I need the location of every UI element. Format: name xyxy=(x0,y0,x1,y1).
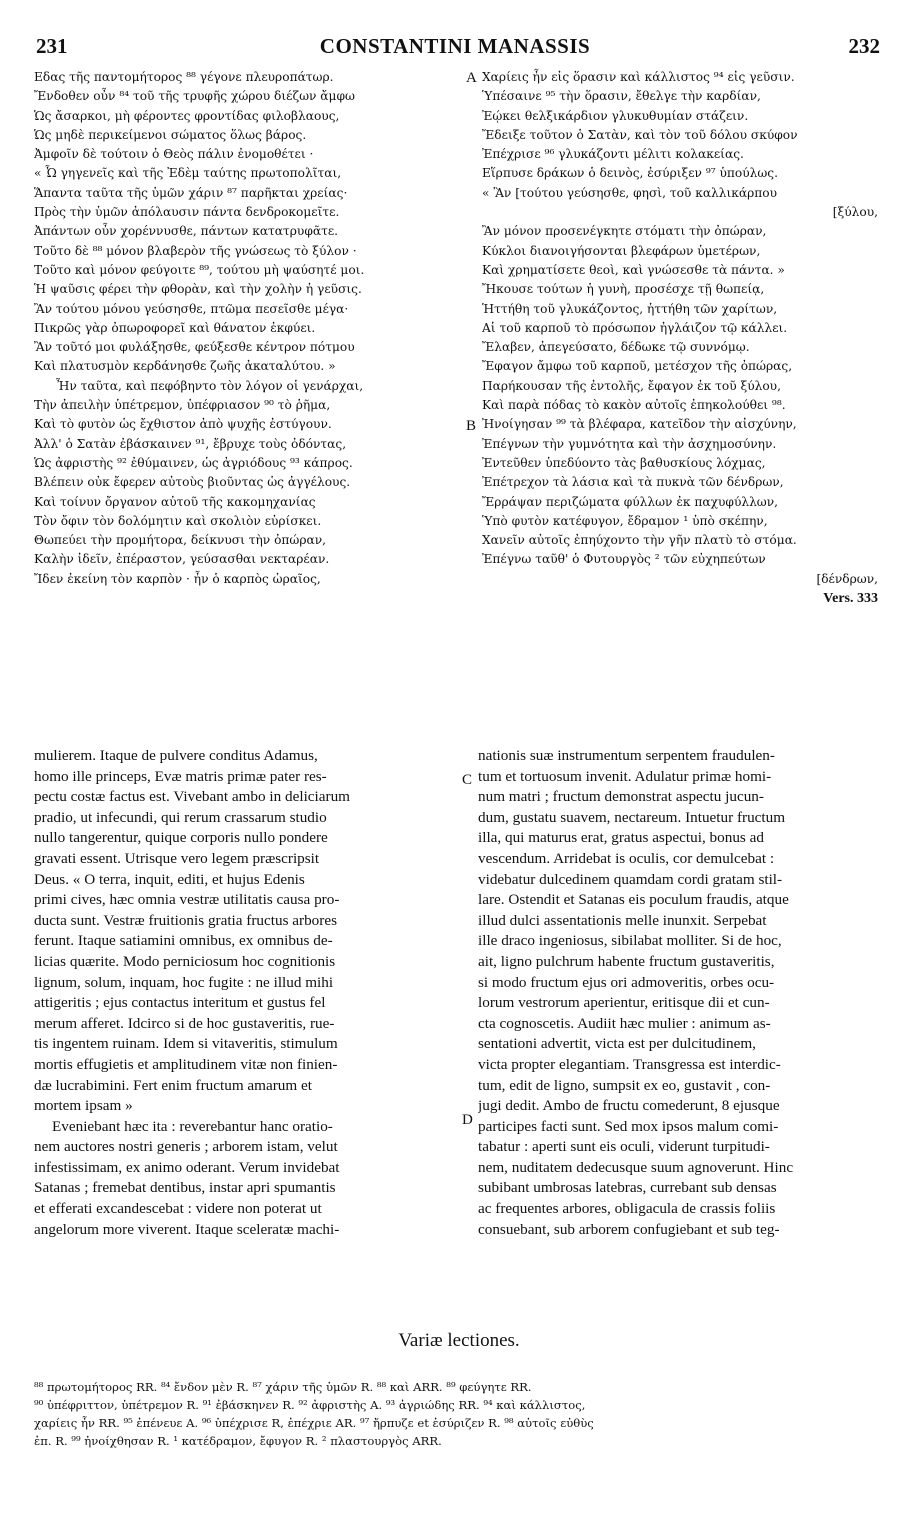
margin-marker-d: D xyxy=(462,1112,473,1128)
latin-text-line: sentationi advertit, victa est per dulcitudinem, xyxy=(478,1035,756,1053)
latin-text-line: victa propter elegantiam. Transgressa est interdic- xyxy=(478,1055,781,1073)
latin-text-line: ait, ligno pulchrum habente fructum gustaveritis, xyxy=(478,952,775,970)
greek-verse-line: Ἔνδοθεν οὖν ⁸⁴ τοῦ τῆς τρυφῆς χώρου διέζων ἄμφω xyxy=(34,89,355,104)
greek-verse-line: Ἠνοίγησαν ⁹⁹ τὰ βλέφαρα, κατεῖδον τὴν αἰσχύνην, xyxy=(482,417,797,432)
latin-text-line: angelorum more viverent. Itaque sceleratæ machi- xyxy=(34,1220,340,1238)
greek-text-right-column xyxy=(482,68,884,608)
latin-text-line: dæ lucrabimini. Fert enim fructum amarum et xyxy=(34,1076,312,1094)
latin-text-line: nem, nuditatem dedecusque suum agnoverunt. Hinc xyxy=(478,1158,794,1176)
greek-verse-line: Χαρίεις ἦν εἰς ὅρασιν καὶ κάλλιστος ⁹⁴ εἰς γεῦσιν. xyxy=(482,70,795,84)
greek-verse-line: « Ἂν [τούτου γεύσησθε, φησὶ, τοῦ καλλικάρπου xyxy=(482,185,778,200)
greek-verse-line: Βλέπειν οὐκ ἔφερεν αὐτοὺς βιοῦντας ὡς ἀγγέλους. xyxy=(34,475,351,490)
greek-verse-line: Ἐντεῦθεν ὑπεδύοντο τὰς βαθυσκίους λόχμας, xyxy=(482,455,766,470)
latin-text-line: merum afferet. Idcirco si de hoc gustaveritis, rue- xyxy=(34,1014,335,1032)
greek-verse-line: « Ὦ γηγενεῖς καὶ τῆς Ἐδὲμ ταύτης πρωτοπολῖται, xyxy=(34,166,342,181)
latin-text-line: Eveniebant hæc ita : reverebantur hanc oratio- xyxy=(52,1117,333,1135)
latin-text-line: illa, qui maturus erat, gratus aspectui, bonus ad xyxy=(478,829,764,847)
greek-text-left-column xyxy=(34,68,464,589)
page-number-left: 231 xyxy=(36,34,68,58)
greek-verse-line: Εἵρπυσε δράκων ὁ δεινὸς, ἐσύριξεν ⁹⁷ ὑπούλως. xyxy=(482,166,778,181)
greek-verse-line: Καὶ πλατυσμὸν κερδάνησθε ζωῆς ἀκαταλύτου. » xyxy=(34,359,336,374)
latin-text-line: subibant umbrosas latebras, currebant sub densas xyxy=(478,1179,777,1197)
greek-verse-line: [ξύλου, xyxy=(832,205,878,220)
greek-verse-line: Αἱ τοῦ καρποῦ τὸ πρόσωπον ἠγλάιζον τῷ κάλλει. xyxy=(482,320,788,335)
greek-verse-line: Ἀμφοῖν δὲ τούτοιν ὁ Θεὸς πάλιν ἐνομοθέτει · xyxy=(34,147,314,162)
latin-text-line: Satanas ; fremebat dentibus, instar apri spumantis xyxy=(34,1179,336,1197)
latin-text-line: licias quærite. Modo perniciosum hoc cognitionis xyxy=(34,952,336,970)
greek-verse-line: Ὡς ἀφριστὴς ⁹² ἐθύμαινεν, ὡς ἀγριόδους ⁹³ κάπρος. xyxy=(34,455,353,470)
latin-text-line: mulierem. Itaque de pulvere conditus Adamus, xyxy=(34,747,318,764)
latin-text-line: tum et tortuosum invenit. Adulatur primæ homi- xyxy=(478,767,772,785)
greek-verse-line: Πικρῶς γὰρ ὀπωροφορεῖ καὶ θάνατον ἐκφύει. xyxy=(34,320,316,335)
page-number-right: 232 xyxy=(848,34,880,58)
greek-verse-line: Τὴν ἀπειλὴν ὑπέτρεμον, ὑπέφριασον ⁹⁰ τὸ ῥῆμα, xyxy=(34,398,331,413)
latin-text-line: primi cives, hæc omnia vestræ utilitatis causa pro- xyxy=(34,891,340,909)
latin-text-line: nem auctores nostri generis ; arborem istam, velut xyxy=(34,1138,338,1156)
greek-verse-line: Ἂν τοῦτό μοι φυλάξησθε, φεύξεσθε κέντρον πότμου xyxy=(34,340,355,355)
verse-number-label: Vers. 333 xyxy=(823,591,878,607)
greek-verse-line: Καὶ τοίνυν ὄργανον αὐτοῦ τῆς κακομηχανίας xyxy=(34,494,316,509)
greek-verse-line: Ἐπέγνω ταῦθ' ὁ Φυτουργὸς ² τῶν εὐχηπεύτων xyxy=(482,552,766,567)
greek-verse-line: Ἐπέτρεχον τὰ λάσια καὶ τὰ πυκνὰ τῶν δένδρων, xyxy=(482,475,784,490)
latin-text-line: nullo tangerentur, quique corporis nullo pondere xyxy=(34,829,328,847)
variant-note-line: ἐπ. R. ⁹⁹ ἠνοίχθησαν R. ¹ κατέδραμον, ἔφυγον R. ² πλαστουργὸς ARR. xyxy=(34,1434,442,1448)
latin-text-line: videbatur dulcedinem quamdam cordi gratam stil- xyxy=(478,870,783,888)
greek-verse-line: Ἡ ψαῦσις φέρει τὴν φθορὰν, καὶ τὴν χολὴν ἡ γεῦσις. xyxy=(34,282,362,297)
latin-text-line: cta cognoscetis. Audiit hæc mulier : animum as- xyxy=(478,1014,771,1032)
greek-verse-line: Τοῦτο δὲ ⁸⁸ μόνον βλαβερὸν τῆς γνώσεως τὸ ξύλον · xyxy=(34,243,357,258)
latin-text-line: tis ingentem ruinam. Idem si vitaveritis, stimulum xyxy=(34,1035,338,1053)
greek-verse-line: Ἦν ταῦτα, καὶ πεφόβηντο τὸν λόγον οἱ γενάρχαι, xyxy=(56,378,364,393)
greek-verse-line: Ἔφαγον ἄμφω τοῦ καρποῦ, μετέσχον τῆς ὀπώρας, xyxy=(482,359,793,374)
greek-verse-line: Ἐῴκει θελξικάρδιον γλυκυθυμίαν στάζειν. xyxy=(482,108,749,123)
latin-text-line: participes facti sunt. Sed mox ipsos malum comi- xyxy=(478,1117,779,1135)
latin-text-line: ferunt. Itaque satiamini omnibus, ex omnibus de- xyxy=(34,932,333,950)
greek-verse-line: Χανεῖν αὐτοῖς ἐπηύχοντο τὴν γῆν πλατὺ τὸ στόμα. xyxy=(482,533,797,548)
latin-text-line: gravati essent. Utrisque vero legem præscripsit xyxy=(34,849,320,867)
latin-text-line: pectu costæ factus est. Vivebant ambo in deliciarum xyxy=(34,788,350,806)
latin-text-line: vescendum. Arridebat is oculis, cor demulcebat : xyxy=(478,849,775,867)
greek-verse-line: Πρὸς τὴν ὑμῶν ἀπόλαυσιν πάντα δενδροκομεῖτε. xyxy=(34,205,340,220)
latin-text-line: nationis suæ instrumentum serpentem fraudulen- xyxy=(478,747,775,764)
variant-note-line: χαρίεις ἦν RR. ⁹⁵ ἐπένευε A. ⁹⁶ ὑπέχρισε R, ἐπέχριε AR. ⁹⁷ ἤρπυζε et ἐσύριζεν R. ⁹⁸ αὐτοῖς εὐθὺς xyxy=(34,1416,594,1430)
latin-text-line: lorum vestrorum aperientur, eritisque dii et cun- xyxy=(478,994,770,1012)
latin-text-line: lignum, solum, inquam, hoc fugite : ne illud mihi xyxy=(34,973,334,991)
greek-verse-line: Εδας τῆς παντομήτορος ⁸⁸ γέγονε πλευροπάτωρ. xyxy=(34,70,334,84)
page-header xyxy=(30,34,880,68)
margin-marker-c: C xyxy=(462,772,473,788)
latin-text-line: consuebant, sub arborem confugiebant et sub teg- xyxy=(478,1220,780,1238)
variant-note-line: ⁸⁸ πρωτομήτορος RR. ⁸⁴ ἔνδον μὲν R. ⁸⁷ χάριν τῆς ὑμῶν R. ⁸⁸ καὶ ARR. ⁸⁹ φεύγητε RR. xyxy=(34,1380,532,1394)
greek-verse-line: Κύκλοι διανοιγήσονται βλεφάρων ὑμετέρων, xyxy=(482,243,761,258)
latin-text-line: mortem ipsam » xyxy=(34,1097,133,1115)
greek-verse-line: Ἂν τούτου μόνου γεύσησθε, πτῶμα πεσεῖσθε μέγα· xyxy=(34,301,349,316)
greek-verse-line: Ἀπάντων οὖν χορέννυσθε, πάντων κατατρυφᾶτε. xyxy=(34,224,339,239)
latin-text-line: ducta sunt. Vestræ fruitionis gratia fructus arbores xyxy=(34,911,337,929)
latin-text-line: dum, gustatu suavem, nectareum. Intuetur fructum xyxy=(478,808,786,826)
latin-text-line: ac frequentes arbores, obligacula de crassis foliis xyxy=(478,1200,776,1218)
greek-verse-line: Ἀλλ' ὁ Σατὰν ἐβάσκαινεν ⁹¹, ἔβρυχε τοὺς ὀδόντας, xyxy=(34,436,347,451)
greek-verse-line: Ἂν μόνον προσενέγκητε στόματι τὴν ὀπώραν, xyxy=(482,224,767,239)
variant-readings-notes xyxy=(34,1378,884,1450)
latin-text-line: pradio, ut infecundi, qui rerum crassarum studio xyxy=(34,808,327,826)
greek-verse-line: Ἔλαβεν, ἀπεγεύσατο, δέδωκε τῷ συννόμῳ. xyxy=(482,340,750,355)
margin-marker-b: B xyxy=(466,418,477,434)
greek-verse-line: Ὑπὸ φυτὸν κατέφυγον, ἔδραμον ¹ ὑπὸ σκέπην, xyxy=(482,513,768,528)
latin-text-right-column xyxy=(478,746,884,1240)
greek-verse-line: Θωπεύει τὴν προμήτορα, δείκνυσι τὴν ὀπώραν, xyxy=(34,533,327,548)
latin-text-line: Deus. « O terra, inquit, editi, et hujus Edenis xyxy=(34,870,305,888)
variant-note-line: ⁹⁰ ὑπέφριττον, ὑπέτρεμον R. ⁹¹ ἐβάσκηνεν R. ⁹² ἀφριστὴς A. ⁹³ ἀγριώδης RR. ⁹⁴ καὶ κάλλιστος, xyxy=(34,1398,586,1412)
greek-verse-line: Παρήκουσαν τῆς ἐντολῆς, ἔφαγον ἐκ τοῦ ξύλου, xyxy=(482,378,781,393)
latin-text-line: et efferati excandescebat : videre non poterat ut xyxy=(34,1200,322,1218)
greek-verse-line: Ἴδεν ἐκείνη τὸν καρπὸν · ἦν ὁ καρπὸς ὡραῖος, xyxy=(34,571,321,586)
greek-verse-line: Ἡττήθη τοῦ γλυκάζοντος, ἡττήθη τῶν χαρίτων, xyxy=(482,301,778,316)
greek-verse-line: Ἤκουσε τούτων ἡ γυνὴ, προσέσχε τῇ θωπείᾳ, xyxy=(482,282,765,297)
latin-text-line: illud dulci assentationis melle inunxit. Serpebat xyxy=(478,911,767,929)
latin-text-line: tum, edit de ligno, sumpsit ex eo, gustavit , con- xyxy=(478,1076,771,1094)
greek-verse-line: Ἐπέχρισε ⁹⁶ γλυκάζοντι μέλιτι κολακείας. xyxy=(482,147,744,162)
greek-verse-line: Ἅπαντα ταῦτα τῆς ὑμῶν χάριν ⁸⁷ παρῆκται χρείας· xyxy=(34,185,348,200)
latin-text-line: attigeritis ; ejus contactus interitum et gustus fel xyxy=(34,994,326,1012)
latin-text-line: mortis effugietis et amplitudinem vitæ non finien- xyxy=(34,1055,338,1073)
greek-verse-line: Καὶ παρὰ πόδας τὸ κακὸν αὐτοῖς ἐπηκολούθει ⁹⁸. xyxy=(482,398,786,413)
variae-lectiones-heading: Variæ lectiones. xyxy=(398,1330,520,1351)
greek-verse-line: Ὡς ἄσαρκοι, μὴ φέροντες φροντίδας φιλοβλαους, xyxy=(34,108,340,123)
greek-verse-line: Ἔρράψαν περιζώματα φύλλων ἐκ παχυφύλλων, xyxy=(482,494,779,509)
latin-text-line: si modo fructum ejus ori admoveritis, orbes ocu- xyxy=(478,973,775,991)
greek-verse-line: Ἐπέγνων τὴν γυμνότητα καὶ τὴν ἀσχημοσύνην. xyxy=(482,436,777,451)
latin-text-line: jugi dedit. Ambo de fructu comederunt, 8 ejusque xyxy=(478,1097,780,1115)
margin-marker-a: A xyxy=(466,70,477,86)
latin-text-line: homo ille princeps, Evæ matris primæ pater res- xyxy=(34,767,327,785)
latin-text-left-column xyxy=(34,746,458,1240)
running-title: CONSTANTINI MANASSIS xyxy=(319,34,591,58)
greek-verse-line: [δένδρων, xyxy=(816,571,878,586)
latin-text-line: tabatur : aperti sunt eis oculi, viderunt turpitudi- xyxy=(478,1138,770,1156)
greek-verse-line: Ὡς μηδὲ περικείμενοι σώματος ὅλως βάρος. xyxy=(34,127,307,142)
latin-text-line: num matri ; fructum demonstrat aspectu jucun- xyxy=(478,788,764,806)
greek-verse-line: Τὸν ὄφιν τὸν δολόμητιν καὶ σκολιὸν εὑρίσκει. xyxy=(34,513,322,528)
greek-verse-line: Τοῦτο καὶ μόνον φεύγοιτε ⁸⁹, τούτου μὴ ψαύσητέ μοι. xyxy=(34,262,365,277)
greek-verse-line: Καλὴν ἰδεῖν, ἐπέραστον, γεύσασθαι νεκταρέαν. xyxy=(34,552,330,567)
greek-verse-line: Ἔδειξε τοῦτον ὁ Σατὰν, καὶ τὸν τοῦ δόλου σκύφον xyxy=(482,127,798,142)
greek-verse-line: Καὶ χρηματίσετε θεοὶ, καὶ γνώσεσθε τὰ πάντα. » xyxy=(482,262,785,277)
latin-text-line: ille draco ingeniosus, sibilabat molliter. Si de hoc, xyxy=(478,932,782,950)
greek-verse-line: Ὑπέσαινε ⁹⁵ τὴν ὅρασιν, ἔθελγε τὴν καρδίαν, xyxy=(482,89,761,104)
latin-text-line: lare. Ostendit et Satanas eis poculum fraudis, atque xyxy=(478,891,789,909)
latin-text-line: infestissimam, ex animo oderant. Verum invidebat xyxy=(34,1158,340,1176)
greek-verse-line: Καὶ τὸ φυτὸν ὡς ἔχθιστον ἀπὸ ψυχῆς ἐστύγουν. xyxy=(34,417,332,432)
